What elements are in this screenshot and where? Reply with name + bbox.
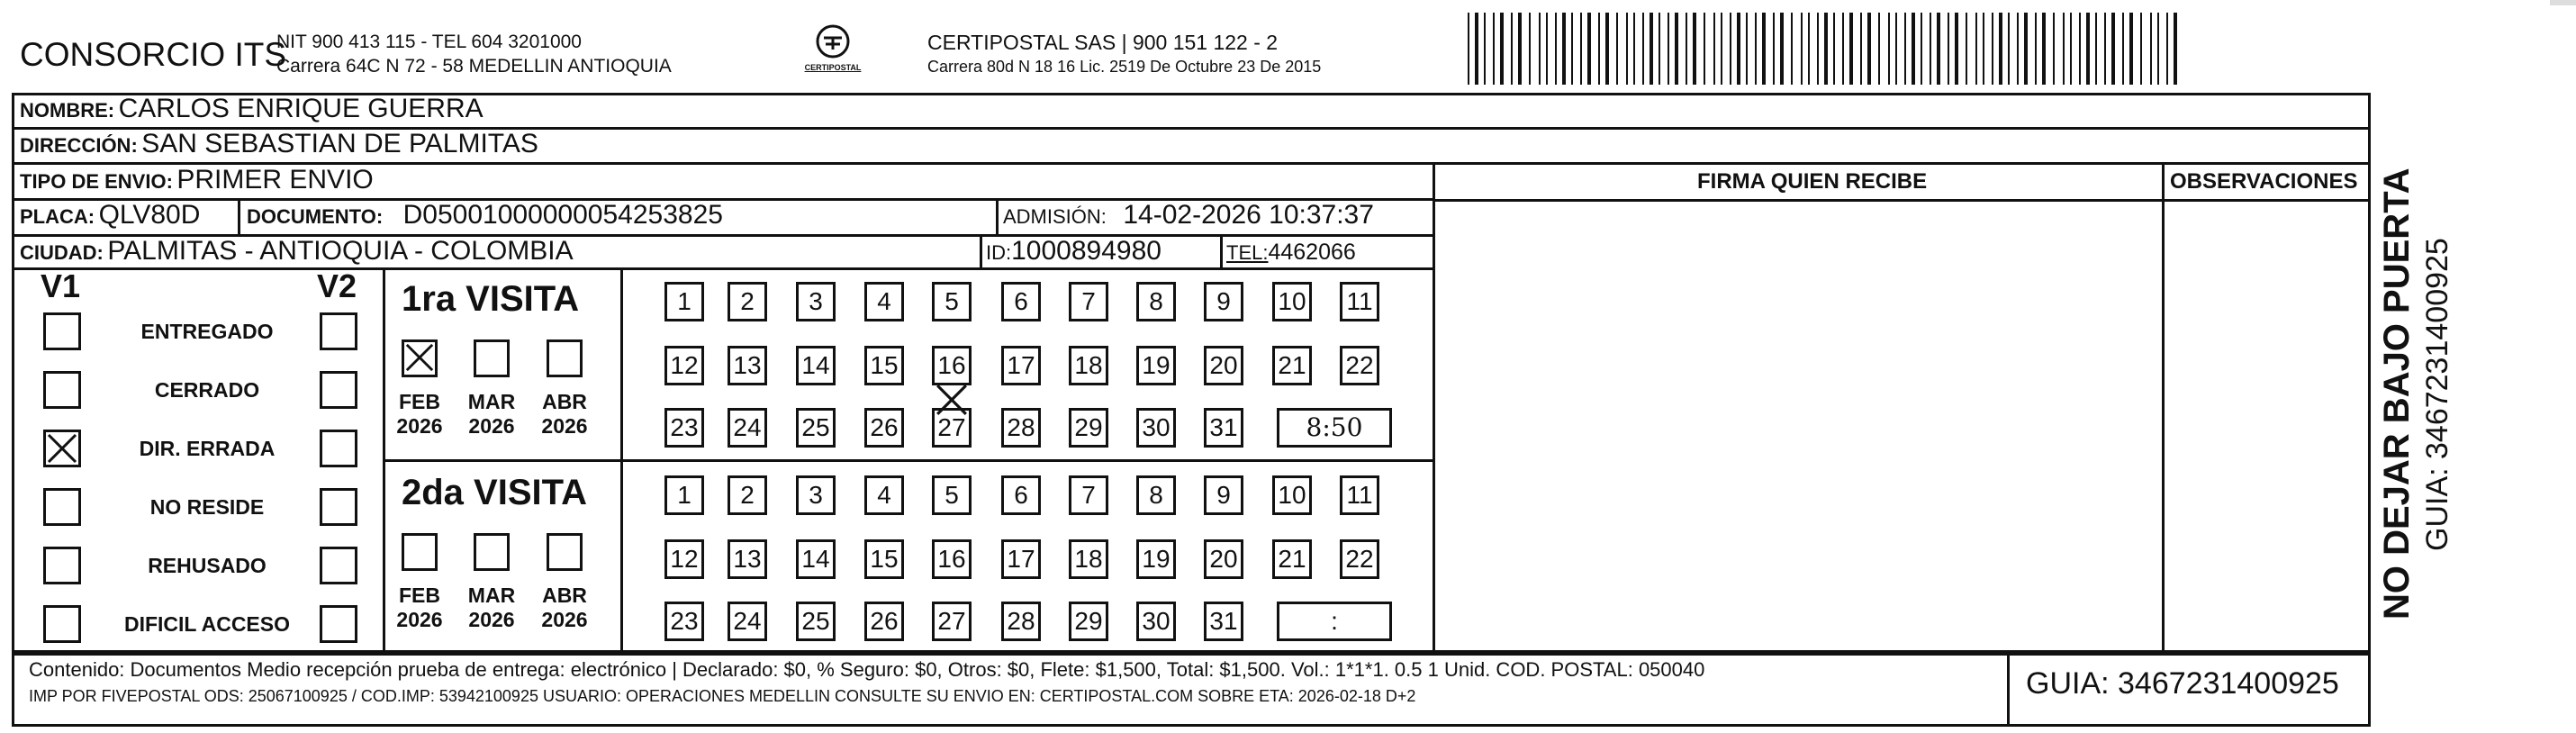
barcode-bar	[1966, 13, 1967, 85]
certipostal-logo	[806, 20, 860, 83]
month-name: FEB	[399, 390, 440, 413]
status-v2-checkbox[interactable]	[320, 312, 357, 350]
barcode-bar	[1529, 13, 1531, 85]
footer-guia: GUIA: 3467231400925	[2026, 666, 2339, 701]
placa-field	[20, 200, 200, 231]
barcode-bar	[2008, 13, 2010, 85]
month-name: MAR	[467, 390, 516, 413]
direccion-label: DIRECCIÓN:	[20, 134, 138, 157]
admision-label: ADMISIÓN:	[1003, 205, 1107, 228]
day-box[interactable]: 7	[1069, 475, 1108, 515]
day-box[interactable]: 20	[1204, 346, 1243, 385]
month-label	[538, 390, 592, 439]
day-box[interactable]: 28	[1001, 602, 1041, 641]
barcode-bar	[2079, 13, 2081, 85]
status-v1-checkbox[interactable]	[43, 430, 81, 467]
status-v1-checkbox[interactable]	[43, 605, 81, 643]
barcode-bar	[1580, 13, 1582, 85]
day-box[interactable]: 4	[864, 475, 904, 515]
barcode-bar	[1860, 13, 1862, 85]
day-box[interactable]: 6	[1001, 475, 1041, 515]
day-box[interactable]: 17	[1001, 539, 1041, 579]
barcode-bar	[1659, 13, 1660, 85]
barcode-bar	[1642, 13, 1644, 85]
barcode-bar	[1713, 13, 1715, 85]
barcode-bar	[1721, 13, 1722, 85]
barcode-bar	[1668, 13, 1669, 85]
status-label: ENTREGADO	[140, 320, 274, 343]
barcode-bar	[1808, 13, 1810, 85]
day-box[interactable]: 26	[864, 408, 904, 448]
day-box[interactable]: 30	[1136, 602, 1176, 641]
status-label: DIR. ERRADA	[139, 437, 276, 460]
day-box[interactable]: 7	[1069, 282, 1108, 321]
barcode-bar	[2111, 13, 2115, 85]
status-v1-checkbox[interactable]	[43, 547, 81, 584]
col-divider	[980, 234, 982, 267]
barcode-bar	[2150, 13, 2152, 85]
day-box[interactable]: 1	[664, 475, 704, 515]
day-box[interactable]: 31	[1204, 408, 1243, 448]
tipo-envio-label: TIPO DE ENVIO:	[20, 170, 173, 193]
barcode-bar	[1571, 13, 1573, 85]
nombre-label: NOMBRE:	[20, 99, 115, 122]
barcode-bar	[1539, 13, 1541, 85]
barcode-bar	[2017, 13, 2019, 85]
status-label: CERRADO	[154, 378, 260, 402]
month-checkbox[interactable]	[402, 339, 438, 377]
col-divider	[1220, 234, 1223, 267]
barcode-bar	[2174, 13, 2177, 85]
day-box[interactable]: 14	[796, 346, 836, 385]
admision-value: 14-02-2026 10:37:37	[1123, 200, 1374, 230]
barcode-bar	[1801, 13, 1803, 85]
barcode-bar	[1878, 13, 1880, 85]
barcode-bar	[1587, 13, 1591, 85]
month-name: ABR	[542, 390, 587, 413]
barcode-bar	[1598, 13, 1600, 85]
edge-mark	[2550, 0, 2576, 5]
barcode-bar	[2070, 13, 2072, 85]
month-label	[465, 584, 519, 632]
day-box[interactable]: 13	[728, 346, 767, 385]
day-box[interactable]: 5	[932, 475, 972, 515]
imp-line: IMP POR FIVEPOSTAL ODS: 25067100925 / COD.IMP: 53942100925 USUARIO: OPERACIONES MEDELLIN CONSULTE SU ENVIO EN: CERTIPOSTAL.COM SOBRE ETA: 2026-02-18 D+2	[29, 687, 1416, 705]
month-label	[393, 584, 447, 632]
month-year: 2026	[468, 608, 515, 631]
barcode-bar	[1955, 13, 1958, 85]
ciudad-label: CIUDAD:	[20, 241, 104, 264]
day-box[interactable]: 24	[728, 602, 767, 641]
day-box[interactable]: 2	[728, 475, 767, 515]
day-box[interactable]: 21	[1272, 346, 1312, 385]
barcode-bar	[2086, 13, 2090, 85]
status-v2-checkbox[interactable]	[320, 547, 357, 584]
check-x-icon	[404, 342, 435, 373]
barcode-bar	[1675, 13, 1678, 85]
day-box[interactable]: 12	[664, 346, 704, 385]
company-address: Carrera 64C N 72 - 58 MEDELLIN ANTIOQUIA	[276, 56, 672, 77]
barcode-bar	[1895, 13, 1897, 85]
barcode-bar	[1975, 13, 1977, 85]
barcode-bar	[1912, 13, 1915, 85]
month-year: 2026	[541, 608, 588, 631]
day-box[interactable]: 22	[1340, 346, 1379, 385]
month-checkbox[interactable]	[474, 533, 510, 571]
barcode-bar	[1755, 13, 1757, 85]
day-box[interactable]: 27	[932, 408, 972, 448]
barcode-bar	[2140, 13, 2142, 85]
barcode-bar	[1511, 13, 1513, 85]
barcode-bar	[1849, 13, 1853, 85]
documento-label: DOCUMENTO:	[247, 205, 384, 228]
day-box[interactable]: 1	[664, 282, 704, 321]
day-box[interactable]: 25	[796, 408, 836, 448]
barcode-bar	[2053, 13, 2055, 85]
visit-divider	[383, 459, 1433, 462]
month-checkbox[interactable]	[547, 339, 583, 377]
day-box[interactable]: 10	[1272, 475, 1312, 515]
barcode-bar	[1493, 13, 1495, 85]
barcode-bar	[1555, 13, 1557, 85]
barcode-bar	[1791, 13, 1793, 85]
ciudad-value: PALMITAS - ANTIOQUIA - COLOMBIA	[107, 236, 574, 266]
barcode-bar	[1746, 13, 1748, 85]
day-box[interactable]: 18	[1069, 539, 1108, 579]
row-divider	[1434, 199, 2371, 202]
certipostal-info	[927, 30, 1321, 78]
barcode-bar	[2166, 13, 2168, 85]
visit-title: 2da VISITA	[402, 473, 587, 512]
barcode-icon	[1468, 13, 2188, 85]
barcode-bar	[1773, 13, 1775, 85]
day-box[interactable]: 19	[1136, 346, 1176, 385]
month-label	[465, 390, 519, 439]
status-v1-checkbox[interactable]	[43, 371, 81, 409]
barcode-bar	[1484, 13, 1486, 85]
time-box[interactable]: 8:50	[1277, 408, 1392, 448]
day-box[interactable]: 16	[932, 539, 972, 579]
barcode-bar	[1468, 13, 1469, 85]
tel-value: 4462066	[1268, 240, 1356, 265]
day-box[interactable]: 18	[1069, 346, 1108, 385]
documento-field	[247, 200, 723, 231]
tipo-envio-field	[20, 165, 374, 195]
month-name: MAR	[467, 584, 516, 607]
row-divider	[12, 267, 1434, 270]
barcode-bar	[1937, 13, 1940, 85]
month-name: ABR	[542, 584, 587, 607]
day-box[interactable]: 6	[1001, 282, 1041, 321]
barcode-bar	[1546, 13, 1548, 85]
documento-value: D05001000000054253825	[402, 200, 723, 230]
barcode-bar	[2122, 13, 2124, 85]
month-name: FEB	[399, 584, 440, 607]
day-box[interactable]: 25	[796, 602, 836, 641]
ciudad-field	[20, 236, 574, 267]
firma-label: FIRMA QUIEN RECIBE	[1697, 169, 1928, 194]
day-box[interactable]: 23	[664, 408, 704, 448]
day-box[interactable]: 15	[864, 346, 904, 385]
v1-label: V1	[41, 267, 81, 304]
barcode-bar	[1762, 13, 1766, 85]
day-box[interactable]: 11	[1340, 475, 1379, 515]
tel-field	[1226, 240, 1356, 266]
barcode-bar	[1921, 13, 1922, 85]
barcode-bar	[2129, 13, 2133, 85]
day-box[interactable]: 31	[1204, 602, 1243, 641]
id-field	[986, 236, 1161, 267]
day-box[interactable]: 20	[1204, 539, 1243, 579]
col-divider	[238, 198, 240, 234]
status-v2-checkbox[interactable]	[320, 430, 357, 467]
barcode-bar	[1605, 13, 1609, 85]
barcode-bar	[1616, 13, 1618, 85]
barcode-bar	[1500, 13, 1504, 85]
day-box[interactable]: 12	[664, 539, 704, 579]
barcode-bar	[1633, 13, 1635, 85]
day-box[interactable]: 27	[932, 602, 972, 641]
day-box[interactable]: 2	[728, 282, 767, 321]
no-dejar-bajo-puerta: NO DEJAR BAJO PUERTA	[2377, 167, 2417, 620]
barcode-bar	[1562, 13, 1566, 85]
day-box[interactable]: 10	[1272, 282, 1312, 321]
col-divider	[2162, 162, 2165, 653]
day-box[interactable]: 4	[864, 282, 904, 321]
barcode-bar	[1833, 13, 1835, 85]
status-v2-checkbox[interactable]	[320, 488, 357, 526]
day-box[interactable]: 24	[728, 408, 767, 448]
barcode-bar	[2024, 13, 2028, 85]
certipostal-logo-icon	[806, 20, 860, 83]
barcode-bar	[1948, 13, 1949, 85]
col-divider	[2007, 653, 2010, 727]
v2-label: V2	[317, 267, 357, 304]
day-box[interactable]: 30	[1136, 408, 1176, 448]
barcode-bar	[1730, 13, 1731, 85]
barcode-bar	[1518, 13, 1522, 85]
time-box[interactable]: :	[1277, 602, 1392, 641]
barcode-bar	[1867, 13, 1871, 85]
direccion-field	[20, 129, 538, 159]
day-box[interactable]: 3	[796, 282, 836, 321]
month-checkbox[interactable]	[547, 533, 583, 571]
day-box[interactable]: 28	[1001, 408, 1041, 448]
admision-field	[1003, 200, 1374, 231]
day-box[interactable]: 9	[1204, 282, 1243, 321]
day-box[interactable]: 23	[664, 602, 704, 641]
certipostal-line: CERTIPOSTAL SAS | 900 151 122 - 2	[927, 31, 1279, 54]
month-label	[538, 584, 592, 632]
barcode	[1468, 13, 2188, 85]
certipostal-license: Carrera 80d N 18 16 Lic. 2519 De Octubre 23 De 2015	[927, 58, 1322, 76]
barcode-bar	[1992, 13, 1993, 85]
check-x-icon	[46, 432, 78, 465]
day-box[interactable]: 29	[1069, 408, 1108, 448]
month-year: 2026	[541, 414, 588, 438]
day-box[interactable]: 21	[1272, 539, 1312, 579]
day-box[interactable]: 29	[1069, 602, 1108, 641]
barcode-bar	[1650, 13, 1653, 85]
id-value: 1000894980	[1011, 236, 1161, 266]
barcode-bar	[1817, 13, 1819, 85]
nombre-field	[20, 94, 484, 124]
placa-label: PLACA:	[20, 205, 95, 228]
barcode-bar	[2042, 13, 2046, 85]
tipo-envio-value: PRIMER ENVIO	[176, 165, 374, 195]
barcode-bar	[1983, 13, 1984, 85]
month-label	[393, 390, 447, 439]
day-box[interactable]: 14	[796, 539, 836, 579]
day-box[interactable]: 13	[728, 539, 767, 579]
barcode-bar	[2104, 13, 2106, 85]
barcode-bar	[2063, 13, 2065, 85]
barcode-bar	[2157, 13, 2159, 85]
visit-title: 1ra VISITA	[402, 279, 580, 319]
id-label: ID:	[986, 241, 1012, 264]
barcode-bar	[1704, 13, 1705, 85]
barcode-bar	[1626, 13, 1628, 85]
status-v2-checkbox[interactable]	[320, 371, 357, 409]
day-box[interactable]: 26	[864, 602, 904, 641]
barcode-bar	[1999, 13, 2002, 85]
nit-line: NIT 900 413 115 - TEL 604 3201000	[276, 32, 582, 52]
day-box[interactable]: 22	[1340, 539, 1379, 579]
day-box[interactable]: 17	[1001, 346, 1041, 385]
day-box[interactable]: 8	[1136, 282, 1176, 321]
placa-value: QLV80D	[98, 200, 201, 230]
barcode-bar	[1842, 13, 1844, 85]
contenido-text: Contenido: Documentos Medio recepción prueba de entrega: electrónico | Declarado: $0, % Seguro: $0, Otros: $0, Flete: $1,500, Total: $1,500. Vol.: 1*1*1. 0.5 1 Unid. COD. POSTAL: 050040	[29, 658, 1705, 681]
barcode-bar	[1686, 13, 1687, 85]
barcode-bar	[1737, 13, 1740, 85]
nombre-value: CARLOS ENRIQUE GUERRA	[118, 94, 484, 123]
barcode-bar	[1693, 13, 1696, 85]
barcode-bar	[1780, 13, 1784, 85]
status-label: DIFICIL ACCESO	[123, 612, 290, 636]
day-box[interactable]: 5	[932, 282, 972, 321]
month-checkbox[interactable]	[474, 339, 510, 377]
status-label: NO RESIDE	[149, 495, 265, 519]
col-divider	[1433, 162, 1435, 653]
company-contact	[276, 30, 672, 78]
barcode-bar	[2095, 13, 2097, 85]
status-v1-checkbox[interactable]	[43, 488, 81, 526]
day-box[interactable]: 15	[864, 539, 904, 579]
direccion-value: SAN SEBASTIAN DE PALMITAS	[141, 129, 538, 158]
day-box[interactable]: 9	[1204, 475, 1243, 515]
company-name: CONSORCIO ITS	[20, 36, 287, 73]
status-v1-checkbox[interactable]	[43, 312, 81, 350]
barcode-bar	[1930, 13, 1931, 85]
month-year: 2026	[468, 414, 515, 438]
day-box[interactable]: 8	[1136, 475, 1176, 515]
barcode-bar	[1904, 13, 1906, 85]
day-box[interactable]: 19	[1136, 539, 1176, 579]
barcode-bar	[2035, 13, 2037, 85]
barcode-bar	[1824, 13, 1828, 85]
month-year: 2026	[396, 414, 443, 438]
day-box[interactable]: 16	[932, 346, 972, 385]
col-divider	[996, 198, 999, 234]
status-label: REHUSADO	[148, 554, 267, 577]
side-guia: GUIA: 3467231400925	[2420, 238, 2454, 551]
status-v2-checkbox[interactable]	[320, 605, 357, 643]
logo-text: CERTIPOSTAL	[804, 63, 862, 72]
observaciones-label: OBSERVACIONES	[2170, 169, 2358, 194]
barcode-bar	[1475, 13, 1478, 85]
day-box[interactable]: 3	[796, 475, 836, 515]
month-checkbox[interactable]	[402, 533, 438, 571]
day-box[interactable]: 11	[1340, 282, 1379, 321]
month-year: 2026	[396, 608, 443, 631]
tel-label: TEL:	[1226, 241, 1269, 264]
barcode-bar	[1888, 13, 1890, 85]
